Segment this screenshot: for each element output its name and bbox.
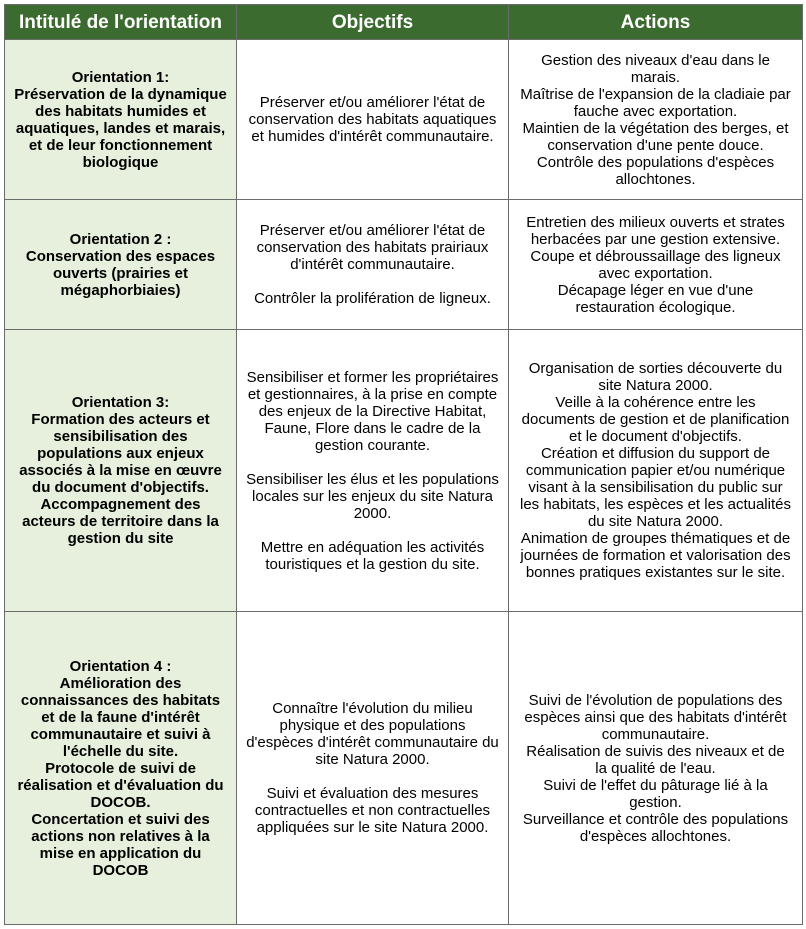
text-line: Faune, Flore dans le cadre de la xyxy=(264,419,481,437)
text-line: Sensibiliser les élus et les populations xyxy=(246,470,499,488)
text-line: la qualité de l'eau. xyxy=(595,759,716,777)
header-actions: Actions xyxy=(509,5,803,40)
blank-line xyxy=(239,768,506,785)
text-line: sensibilisation des xyxy=(53,428,188,445)
text-line: Protocole de suivi de xyxy=(45,759,196,777)
text-line: locales sur les enjeux du site Natura xyxy=(252,487,493,505)
text-line: et gestionnaires, à la prise en compte xyxy=(247,385,498,403)
text-line: et humides d'intérêt communautaire. xyxy=(251,128,494,145)
text-line: Orientation 1: xyxy=(71,68,170,86)
text-line: conservation d'une pente douce. xyxy=(547,136,764,154)
text-line: Préserver et/ou améliorer l'état de xyxy=(259,222,486,239)
objectifs-cell xyxy=(237,612,509,925)
text-line: du document d'objectifs. xyxy=(32,479,209,496)
text-line: communication papier et/ou numérique xyxy=(525,462,786,479)
header-row xyxy=(5,5,803,40)
text-line: espèces ainsi que des habitats d'intérêt xyxy=(524,708,787,726)
text-line: gestion. xyxy=(629,793,682,811)
text-line: gestion du site xyxy=(67,530,174,547)
table-row-orientation-2 xyxy=(5,200,803,330)
text-line: Maintien de la végétation des berges, et xyxy=(522,119,789,137)
blank-line xyxy=(239,273,506,290)
text-line: des habitats humides et xyxy=(35,102,206,120)
text-line: Amélioration des xyxy=(59,674,182,692)
orientation-cell xyxy=(5,612,237,925)
text-line: réalisation et d'évaluation du xyxy=(17,776,224,794)
text-line: Réalisation de suivis des niveaux et de xyxy=(526,742,785,760)
text-line: Maîtrise de l'expansion de la cladiaie par xyxy=(520,85,791,103)
text-line: Animation de groupes thématiques et de xyxy=(520,530,791,547)
text-line: mise en application du xyxy=(39,844,202,862)
text-line: Création et diffusion du support de xyxy=(540,445,771,462)
text-line: site Natura 2000. xyxy=(598,377,713,394)
text-line: d'espèces allochtones. xyxy=(579,827,732,845)
text-line: touristiques et la gestion du site. xyxy=(265,555,480,573)
text-line: les habitats, les espèces et les actualités xyxy=(520,496,791,513)
text-line: Préservation de la dynamique xyxy=(14,85,227,103)
text-line: Concertation et suivi des xyxy=(31,810,210,828)
text-line: d'espèces d'intérêt communautaire du xyxy=(246,734,499,751)
text-line: site Natura 2000. xyxy=(315,751,430,768)
text-line: actions non relatives à la xyxy=(31,827,210,845)
text-line: visant à la sensibilisation du public sur xyxy=(528,479,783,496)
text-line: Orientation 2 : xyxy=(69,230,172,248)
text-line: communautaire. xyxy=(601,725,710,743)
text-line: Entretien des milieux ouverts et strates xyxy=(526,213,785,231)
text-line: Mettre en adéquation les activités xyxy=(260,538,485,556)
text-line: conservation des habitats prairiaux xyxy=(256,239,489,256)
objectifs-cell xyxy=(237,200,509,330)
actions-cell xyxy=(509,200,803,330)
text-line: des enjeux de la Directive Habitat, xyxy=(258,402,487,420)
text-line: Décapage léger en vue d'une xyxy=(557,281,754,299)
text-line: Conservation des espaces xyxy=(25,247,216,265)
text-line: communautaire et suivi à xyxy=(30,725,211,743)
text-line: documents de gestion et de planification xyxy=(521,411,790,428)
text-line: Contrôler la prolifération de ligneux. xyxy=(254,290,491,307)
text-line: DOCOB xyxy=(92,861,149,879)
text-line: Coupe et débroussaillage des ligneux xyxy=(530,247,781,265)
text-line: et de leur fonctionnement xyxy=(28,136,213,154)
text-line: Connaître l'évolution du milieu xyxy=(272,700,473,717)
text-line: l'échelle du site. xyxy=(62,742,179,760)
text-line: appliquées sur le site Natura 2000. xyxy=(256,819,489,836)
blank-line xyxy=(239,522,506,539)
text-line: fauche avec exportation. xyxy=(573,102,738,120)
actions-cell xyxy=(509,40,803,200)
text-line: Sensibiliser et former les propriétaires xyxy=(246,368,499,386)
table-row-orientation-1 xyxy=(5,40,803,200)
text-line: connaissances des habitats xyxy=(20,691,221,709)
text-line: Suivi et évaluation des mesures xyxy=(266,785,479,802)
text-line: biologique xyxy=(82,153,159,171)
table-row-orientation-4 xyxy=(5,612,803,925)
text-line: Orientation 4 : xyxy=(69,657,172,675)
text-line: Veille à la cohérence entre les xyxy=(555,394,756,411)
actions-cell xyxy=(509,612,803,925)
text-line: du site Natura 2000. xyxy=(587,513,724,530)
text-line: bonnes pratiques existantes sur le site. xyxy=(525,564,786,581)
text-line: aquatiques, landes et marais, xyxy=(15,119,226,137)
text-line: Préserver et/ou améliorer l'état de xyxy=(259,94,486,111)
text-line: contractuelles et non contractuelles xyxy=(254,802,491,819)
text-line: associés à la mise en œuvre xyxy=(19,462,222,479)
text-line: mégaphorbiaies) xyxy=(60,281,181,299)
orientation-cell xyxy=(5,200,237,330)
text-line: marais. xyxy=(630,68,681,86)
text-line: restauration écologique. xyxy=(575,298,736,316)
orientation-cell xyxy=(5,330,237,612)
text-line: DOCOB. xyxy=(90,793,151,811)
text-line: ouverts (prairies et xyxy=(52,264,189,282)
text-line: Gestion des niveaux d'eau dans le xyxy=(541,51,770,69)
text-line: Surveillance et contrôle des populations xyxy=(522,810,789,828)
text-line: Suivi de l'évolution de populations des xyxy=(528,691,783,709)
text-line: et le document d'objectifs. xyxy=(569,428,742,445)
actions-cell xyxy=(509,330,803,612)
text-line: acteurs de territoire dans la xyxy=(22,513,219,530)
text-line: Organisation de sorties découverte du xyxy=(528,360,783,377)
orientations-table xyxy=(4,4,803,925)
table-row-orientation-3 xyxy=(5,330,803,612)
text-line: allochtones. xyxy=(615,170,696,188)
objectifs-cell xyxy=(237,40,509,200)
text-line: herbacées par une gestion extensive. xyxy=(530,230,781,248)
text-line: et de la faune d'intérêt xyxy=(41,708,200,726)
text-line: 2000. xyxy=(353,504,392,522)
text-line: avec exportation. xyxy=(598,264,713,282)
text-line: conservation des habitats aquatiques xyxy=(248,111,497,128)
text-line: Contrôle des populations d'espèces xyxy=(536,153,775,171)
text-line: Accompagnement des xyxy=(40,496,201,513)
blank-line xyxy=(239,454,506,471)
text-line: Formation des acteurs et xyxy=(31,411,210,428)
header-objectifs: Objectifs xyxy=(237,5,509,40)
text-line: Suivi de l'effet du pâturage lié à la xyxy=(543,776,768,794)
header-orientation: Intitulé de l'orientation xyxy=(5,5,237,40)
text-line: gestion courante. xyxy=(314,436,431,454)
text-line: journées de formation et valorisation des xyxy=(520,547,791,564)
text-line: d'intérêt communautaire. xyxy=(290,256,455,273)
text-line: populations aux enjeux xyxy=(37,445,204,462)
text-line: physique et des populations xyxy=(279,717,466,734)
orientation-cell xyxy=(5,40,237,200)
text-line: Orientation 3: xyxy=(71,394,170,411)
objectifs-cell xyxy=(237,330,509,612)
